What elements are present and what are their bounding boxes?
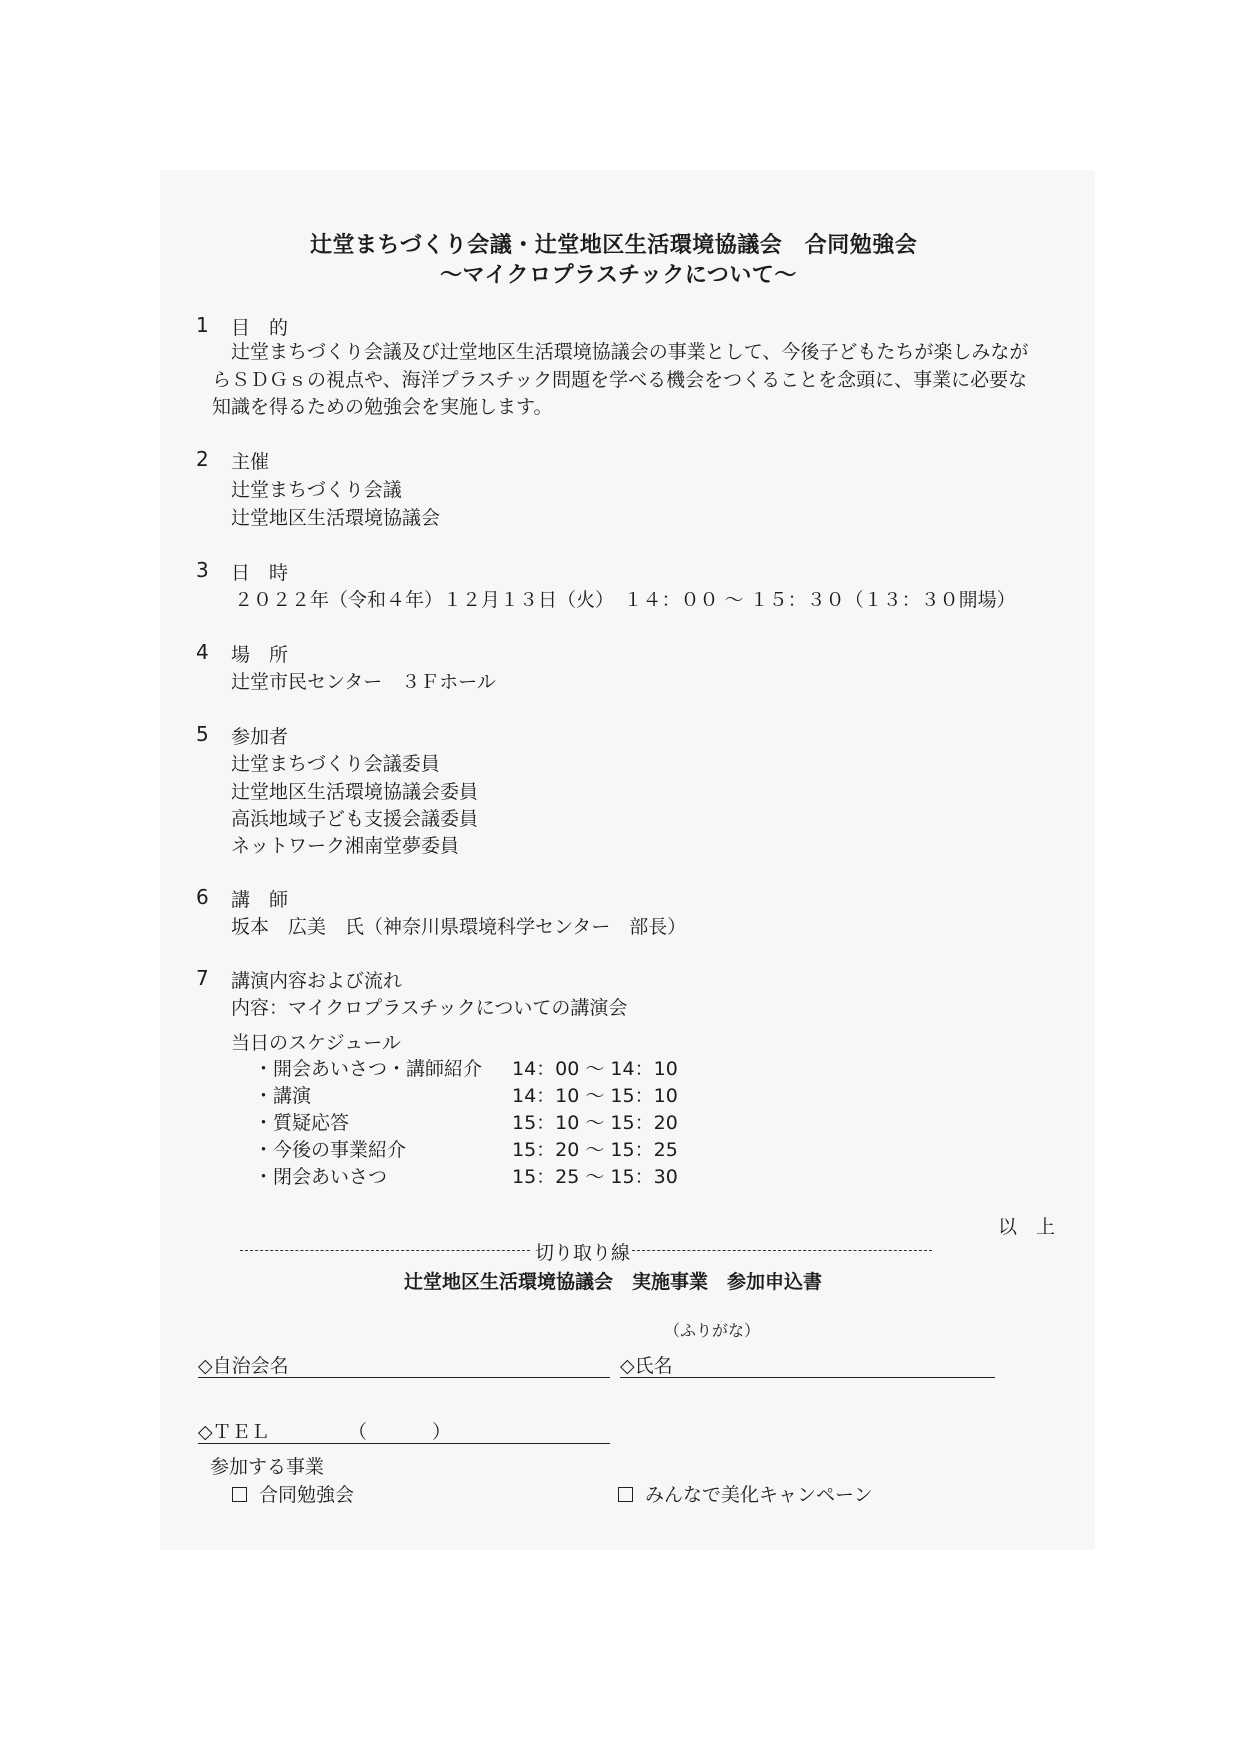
event-label: みんなで美化キャンペーン <box>645 1484 873 1506</box>
schedule-item-time: 14：00 ～ 14：10 <box>512 1058 678 1080</box>
event-label: 合同勉強会 <box>259 1484 355 1506</box>
section-number: 6 <box>196 885 209 909</box>
cut-line-right <box>632 1250 932 1251</box>
event-option-study[interactable] <box>232 1480 354 1507</box>
participant-item: 辻堂まちづくり会議委員 <box>231 753 440 775</box>
section-heading: 日 時 <box>231 562 289 584</box>
section-number: 7 <box>196 966 209 990</box>
jichikai-field[interactable] <box>198 1377 610 1378</box>
section-number: 3 <box>196 558 209 582</box>
tel-paren-close: ） <box>432 1421 452 1443</box>
section-number: 1 <box>196 313 209 337</box>
schedule-item-time: 15：20 ～ 15：25 <box>512 1139 678 1161</box>
section-heading: 場 所 <box>231 644 289 666</box>
purpose-line-2: らＳＤＧｓの視点や、海洋プラスチック問題を学べる機会をつくることを念頭に、事業に必要な <box>212 369 1028 391</box>
schedule-item-time: 14：10 ～ 15：10 <box>512 1085 678 1107</box>
section-heading: 主催 <box>231 451 270 473</box>
participant-item: ネットワーク湘南堂夢委員 <box>231 835 460 857</box>
event-option-cleanup[interactable] <box>618 1480 873 1507</box>
section-number: 2 <box>196 447 209 471</box>
schedule-item-label: ・閉会あいさつ <box>254 1166 388 1188</box>
schedule-item-label: ・質疑応答 <box>254 1112 350 1134</box>
section-heading: 参加者 <box>231 726 289 748</box>
tel-field[interactable] <box>198 1443 610 1444</box>
organizer-item: 辻堂まちづくり会議 <box>231 479 402 501</box>
lecturer-text: 坂本 広美 氏（神奈川県環境科学センター 部長） <box>231 916 687 938</box>
section-heading: 目 的 <box>231 317 289 339</box>
organizer-item: 辻堂地区生活環境協議会 <box>231 507 441 529</box>
tel-label: ◇ＴＥＬ <box>198 1421 270 1443</box>
schedule-heading: 当日のスケジュール <box>231 1032 401 1054</box>
document-title: 辻堂まちづくり会議・辻堂地区生活環境協議会 合同勉強会 <box>310 233 918 258</box>
section-number: 4 <box>196 640 209 664</box>
datetime-text: ２０２２年（令和４年）１２月１３日（火） １４：００ ～ １５：３０（１３：３０開場） <box>234 589 1016 611</box>
schedule-item-label: ・今後の事業紹介 <box>254 1139 407 1161</box>
schedule-item-label: ・開会あいさつ・講師紹介 <box>254 1058 483 1080</box>
section-heading: 講 師 <box>231 889 289 911</box>
name-label: ◇氏名 <box>620 1355 673 1377</box>
events-heading: 参加する事業 <box>210 1456 325 1478</box>
document-subtitle: ～マイクロプラスチックについて～ <box>440 263 797 288</box>
participant-item: 辻堂地区生活環境協議会委員 <box>231 781 479 803</box>
checkbox[interactable] <box>232 1487 247 1502</box>
cut-line-label: 切り取り線 <box>535 1242 631 1264</box>
venue-text: 辻堂市民センター ３Ｆホール <box>231 671 496 693</box>
tel-paren-open: （ <box>348 1421 368 1443</box>
purpose-line-3: 知識を得るための勉強会を実施します。 <box>212 396 553 418</box>
checkbox[interactable] <box>618 1487 633 1502</box>
lecture-content: 内容：マイクロプラスチックについての講演会 <box>231 997 628 1019</box>
purpose-line-1: 辻堂まちづくり会議及び辻堂地区生活環境協議会の事業として、今後子どもたちが楽しみなが <box>231 341 1029 363</box>
section-heading: 講演内容および流れ <box>231 970 403 992</box>
participant-item: 高浜地域子ども支援会議委員 <box>231 808 479 830</box>
form-title: 辻堂地区生活環境協議会 実施事業 参加申込書 <box>404 1271 823 1293</box>
name-field[interactable] <box>620 1377 995 1378</box>
closing-text: 以 上 <box>998 1216 1056 1238</box>
section-number: 5 <box>196 722 209 746</box>
schedule-item-time: 15：10 ～ 15：20 <box>512 1112 678 1134</box>
furigana-label: （ふりがな） <box>664 1321 761 1340</box>
schedule-item-time: 15：25 ～ 15：30 <box>512 1166 678 1188</box>
jichikai-label: ◇自治会名 <box>198 1355 289 1377</box>
schedule-item-label: ・講演 <box>254 1085 312 1107</box>
cut-line-left <box>240 1250 530 1251</box>
